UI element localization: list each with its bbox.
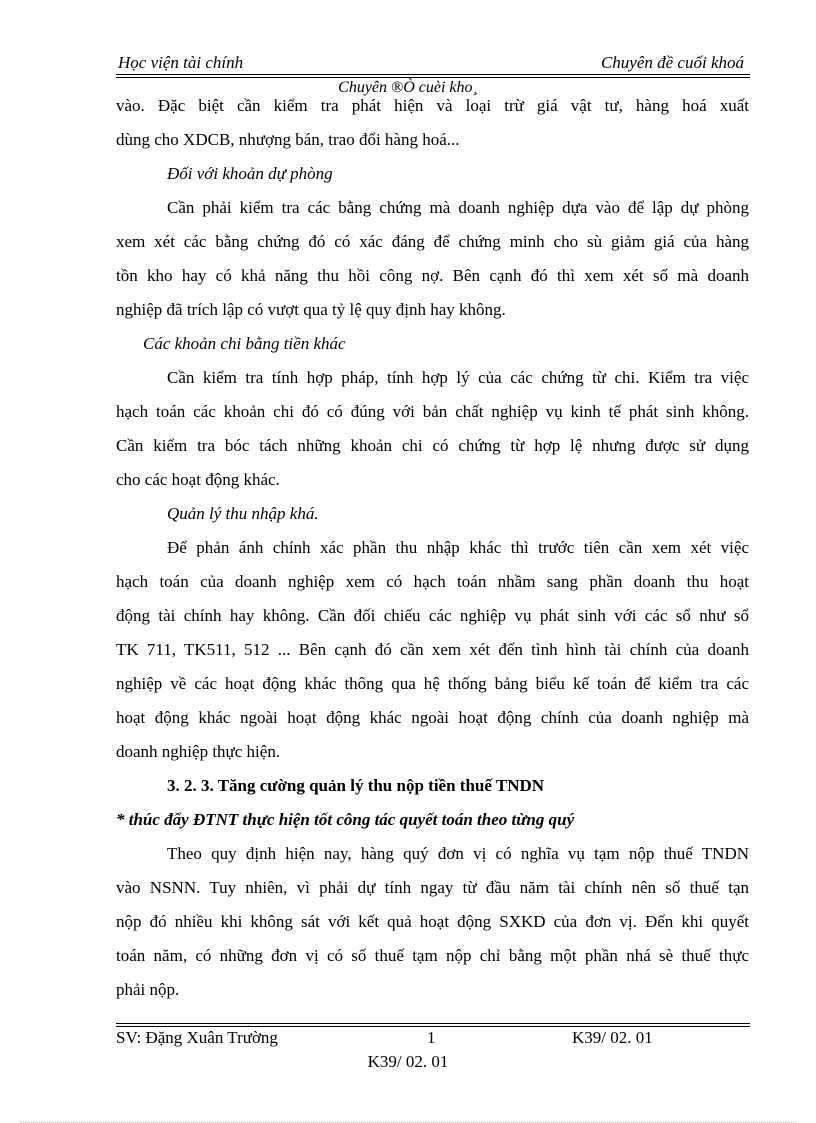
footer-class-code: K39/ 02. 01 (572, 1028, 653, 1047)
body-line: tồn kho hay có khả năng thu hồi công nợ. Bên cạnh đó thì xem xét số mà doanh (116, 266, 749, 285)
footer-student: SV: Đặng Xuân Trường (116, 1028, 278, 1047)
body-line: dùng cho XDCB, nhượng bán, trao đổi hàng hoá... (116, 130, 460, 149)
body-line: toán năm, có những đơn vị có số thuế tạm nộp chỉ bằng một phần nhá sè thuế thực (116, 946, 749, 965)
footer-sub-code: K39/ 02. 01 (367, 1052, 449, 1071)
body-line: phải nộp. (116, 980, 180, 999)
body-line: doanh nghiệp thực hiện. (116, 742, 281, 761)
section-subheading: * thúc đẩy ĐTNT thực hiện tốt công tác quyết toán theo từng quý (116, 810, 575, 829)
body-line: hạch toán các khoản chi đó có đúng với bản chất nghiệp vụ kinh tế phát sinh không. (116, 402, 749, 421)
body-line: xem xét các bằng chứng đó có xác đáng để chứng minh cho sù giảm giá của hàng (116, 232, 749, 251)
body-line: vào NSNN. Tuy nhiên, vì phải dự tính ngay từ đầu năm tài chính nên số thuế tạn (116, 878, 749, 897)
header-encoded-title: Chuyên ®Ò cuèi kho¸ (338, 79, 478, 96)
body-line: Theo quy định hiện nay, hàng quý đơn vị có nghĩa vụ tạm nộp thuế TNDN (167, 844, 749, 863)
body-line: vào. Đặc biệt cần kiểm tra phát hiện và loại trừ giá vật tư, hàng hoá xuất (116, 96, 749, 115)
footer-rule-top (116, 1023, 750, 1024)
body-text (116, 89, 749, 1007)
subheading-other-expenses: Các khoản chi bằng tiền khác (143, 334, 346, 353)
body-line: Cần kiểm tra tính hợp pháp, tính hợp lý của các chứng từ chi. Kiểm tra việc (167, 368, 749, 387)
body-line: hạch toán của doanh nghiệp xem có hạch toán nhầm sang phần doanh thu hoạt (116, 572, 749, 591)
body-line: nộp đó nhiều khi không sát với kết quả hoạt động SXKD của đơn vị. Đến khi quyết (116, 912, 749, 931)
body-line: cho các hoạt động khác. (116, 470, 280, 489)
subheading-provision: Đối với khoản dự phòng (167, 164, 333, 183)
page-number: 1 (427, 1028, 436, 1047)
header-rule-bottom (116, 77, 750, 78)
body-line: hoạt động khác ngoài hoạt động khác ngoài hoạt động chính của doanh nghiệp mà (116, 708, 749, 727)
body-line: động tài chính hay không. Cần đối chiếu các nghiệp vụ phát sinh với các sổ như sổ (116, 606, 749, 625)
body-line: Cần kiểm tra bóc tách những khoản chi có chứng từ hợp lệ nhưng được sử dụng (116, 436, 749, 455)
body-line: Để phản ánh chính xác phần thu nhập khác thì trước tiên cần xem xét việc (167, 538, 749, 557)
header-doc-title: Chuyên đề cuối khoá (600, 53, 744, 72)
footer-rule-bottom (116, 1026, 750, 1027)
header-rule-top (116, 74, 750, 75)
header-school: Học viện tài chính (118, 53, 244, 72)
body-line: Cần phải kiểm tra các bằng chứng mà doanh nghiệp dựa vào để lập dự phòng (167, 198, 749, 217)
body-line: nghiệp về các hoạt động khác thông qua hệ thống bảng biểu kế toán để kiểm tra các (116, 674, 749, 693)
subheading-other-income: Quản lý thu nhập khá. (167, 504, 319, 523)
body-line: TK 711, TK511, 512 ... Bên cạnh đó cần xem xét đến tình hình tài chính của doanh (116, 640, 749, 659)
section-heading: 3. 2. 3. Tăng cường quản lý thu nộp tiền thuế TNDN (167, 776, 545, 795)
body-line: nghiệp đã trích lập có vượt qua tỷ lệ quy định hay không. (116, 300, 506, 319)
